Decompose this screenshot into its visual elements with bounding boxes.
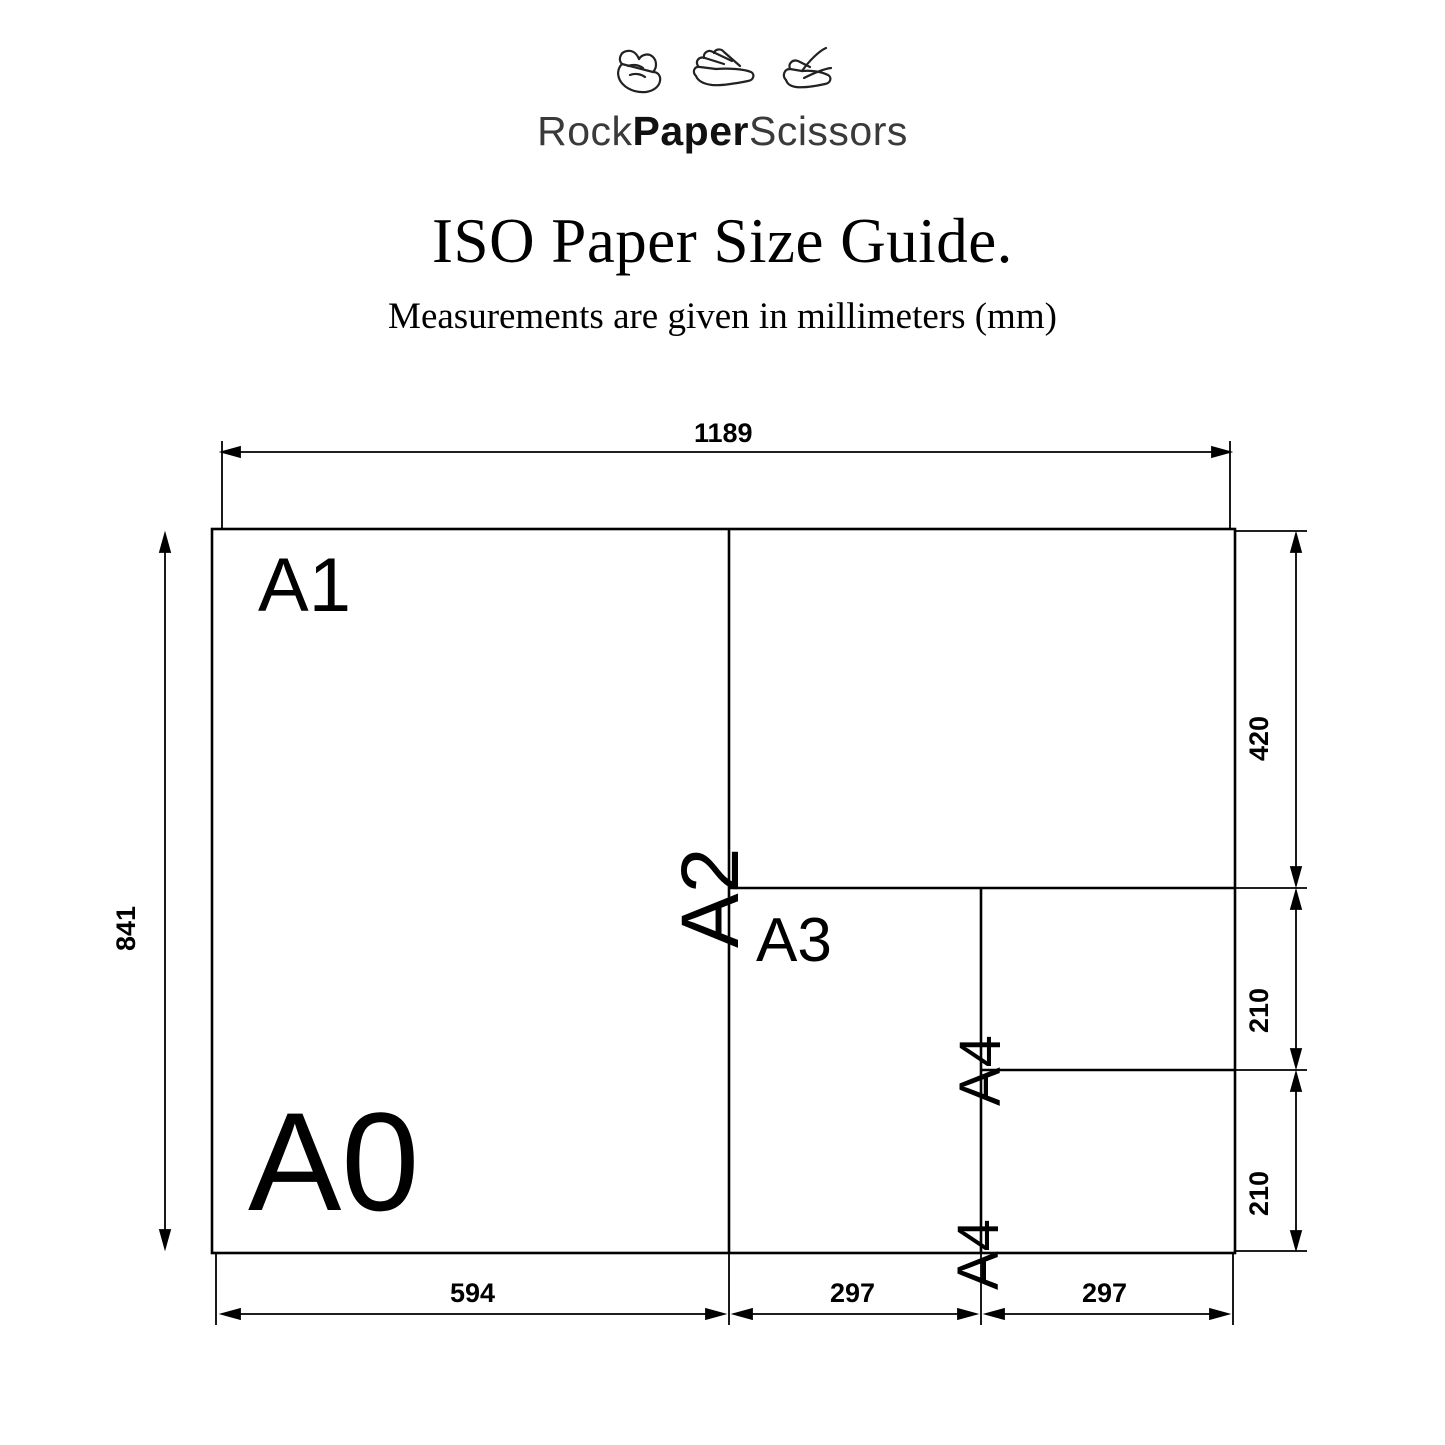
arrow-right420-top <box>1291 534 1301 552</box>
page-subtitle: Measurements are given in millimeters (mm) <box>388 296 1057 337</box>
dim-value-bottom-297-right: 297 <box>1082 1278 1128 1308</box>
sheet-label-a4-top: A4 <box>948 1035 1013 1106</box>
arrow-b297r-left <box>986 1309 1004 1319</box>
arrow-right210bot-bottom <box>1291 1231 1301 1249</box>
sheet-label-a2: A2 <box>665 847 756 948</box>
brand-name-scissors: Scissors <box>748 108 908 154</box>
arrow-b297r-right <box>1210 1309 1228 1319</box>
arrow-right210top-bottom <box>1291 1049 1301 1067</box>
arrow-b297l-left <box>734 1309 752 1319</box>
sheet-label-a1: A1 <box>258 543 351 628</box>
dim-value-left-841: 841 <box>111 905 141 951</box>
arrow-top-right <box>1212 447 1230 457</box>
dim-value-top-1189: 1189 <box>694 418 753 448</box>
arrow-left-bottom <box>160 1230 170 1248</box>
dim-value-bottom-297-left: 297 <box>830 1278 876 1308</box>
arrow-b594-right <box>706 1309 724 1319</box>
arrow-b594-left <box>222 1309 240 1319</box>
brand-name-paper: Paper <box>632 108 749 154</box>
sheet-label-a0: A0 <box>248 1083 420 1240</box>
arrow-right420-bottom <box>1291 867 1301 885</box>
arrow-top-left <box>222 447 240 457</box>
page-title: ISO Paper Size Guide. <box>432 206 1013 276</box>
arrow-b297l-right <box>958 1309 976 1319</box>
arrow-right210bot-top <box>1291 1073 1301 1091</box>
sheet-label-a3: A3 <box>756 906 832 975</box>
dim-value-right-210-top: 210 <box>1244 987 1274 1033</box>
arrow-left-top <box>160 534 170 552</box>
dim-value-right-420: 420 <box>1244 715 1274 761</box>
dim-value-bottom-594: 594 <box>450 1278 496 1308</box>
sheet-label-a4-bottom: A4 <box>946 1219 1011 1290</box>
arrow-right210top-top <box>1291 891 1301 909</box>
brand-name-rock: Rock <box>537 108 633 154</box>
dim-value-right-210-bottom: 210 <box>1244 1170 1274 1216</box>
